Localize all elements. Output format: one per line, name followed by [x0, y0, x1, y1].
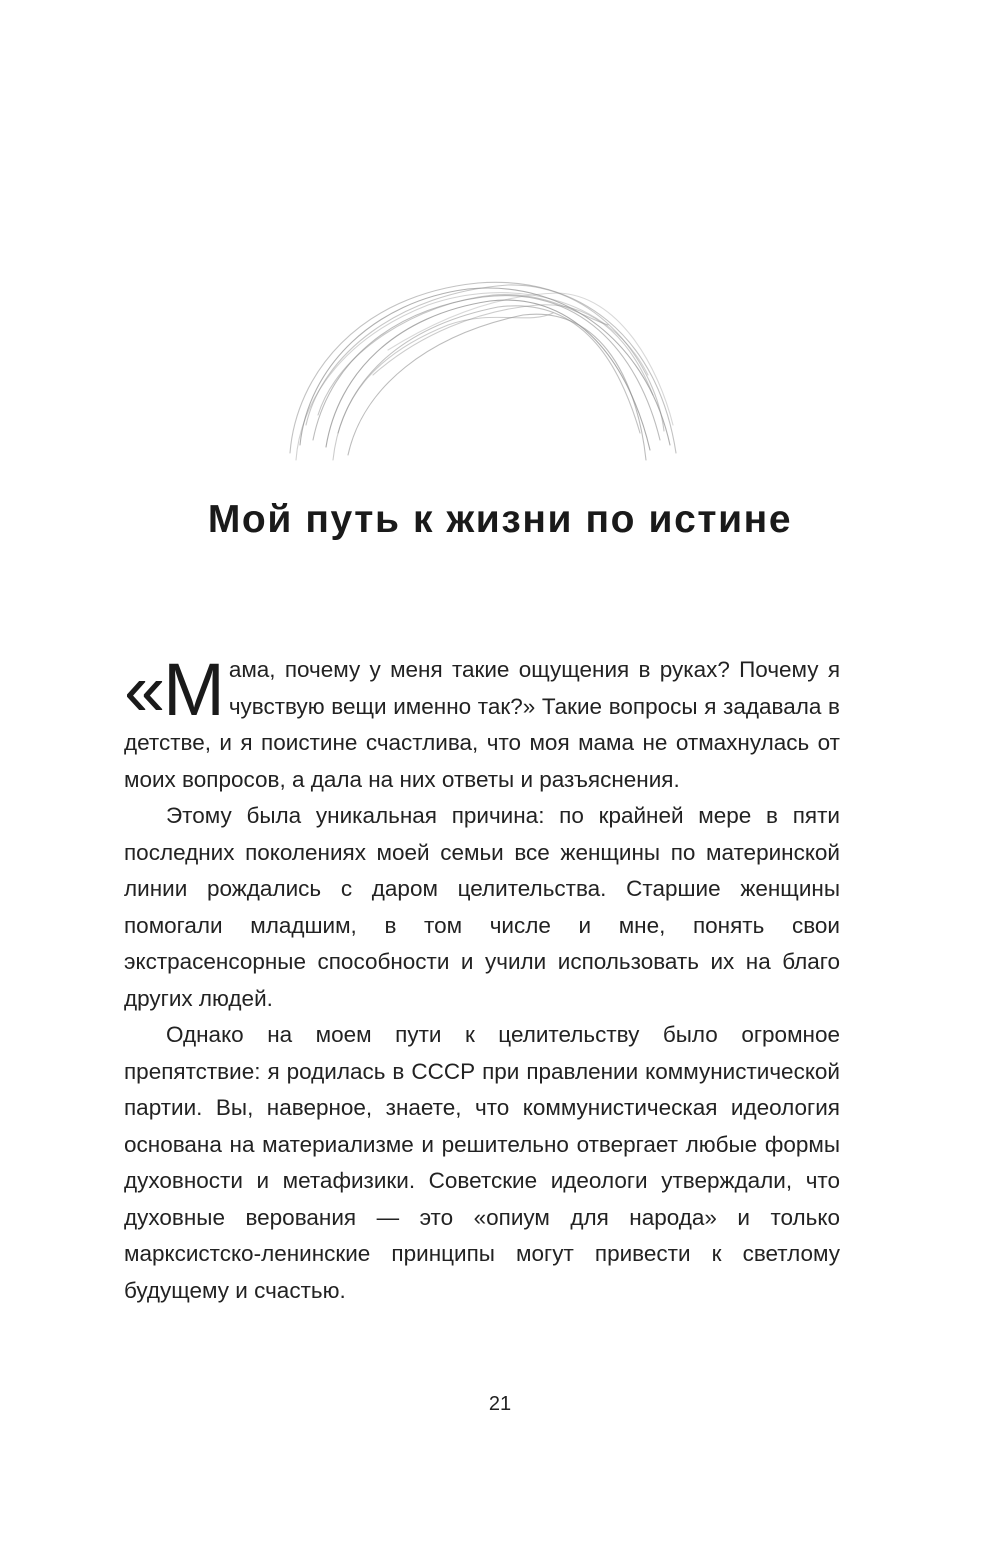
chapter-title: Мой путь к жизни по истине — [207, 498, 793, 541]
paragraph-2: Этому была уникальная причина: по крайней мере в пяти последних поколениях моей семьи все женщины по материнской линии рождались с даром целительства. Старшие женщины помогали младшим, в том числе и мне, понять свои экстрасенсорные способности и учили использовать их на благо других людей. — [124, 803, 840, 1011]
body-text — [124, 648, 840, 1309]
paragraph-1 — [124, 648, 840, 798]
paragraph-1-text: ама, почему у меня такие ощущения в руках? Почему я чувствую вещи именно так?» Такие вопросы я задавала в детстве, и я поистине счастлива, что моя мама не отмахнулась от моих вопросов, а дала на них ответы и разъяснения. — [124, 657, 840, 792]
page-number: 21 — [488, 1393, 512, 1415]
scribbled-arc-icon — [278, 255, 688, 465]
paragraph-3: Однако на моем пути к целительству было огромное препятствие: я родилась в СССР при правлении коммунистической партии. Вы, наверное, знаете, что коммунистическая идеология основана на материализме и решительно отвергает любые формы духовности и метафизики. Советские идеологи утверждали, что духовные верования — это «опиум для народа» и только марксистско-ленинские принципы могут привести к светлому будущему и счастью. — [124, 1022, 840, 1303]
drop-cap: «М — [124, 648, 223, 731]
